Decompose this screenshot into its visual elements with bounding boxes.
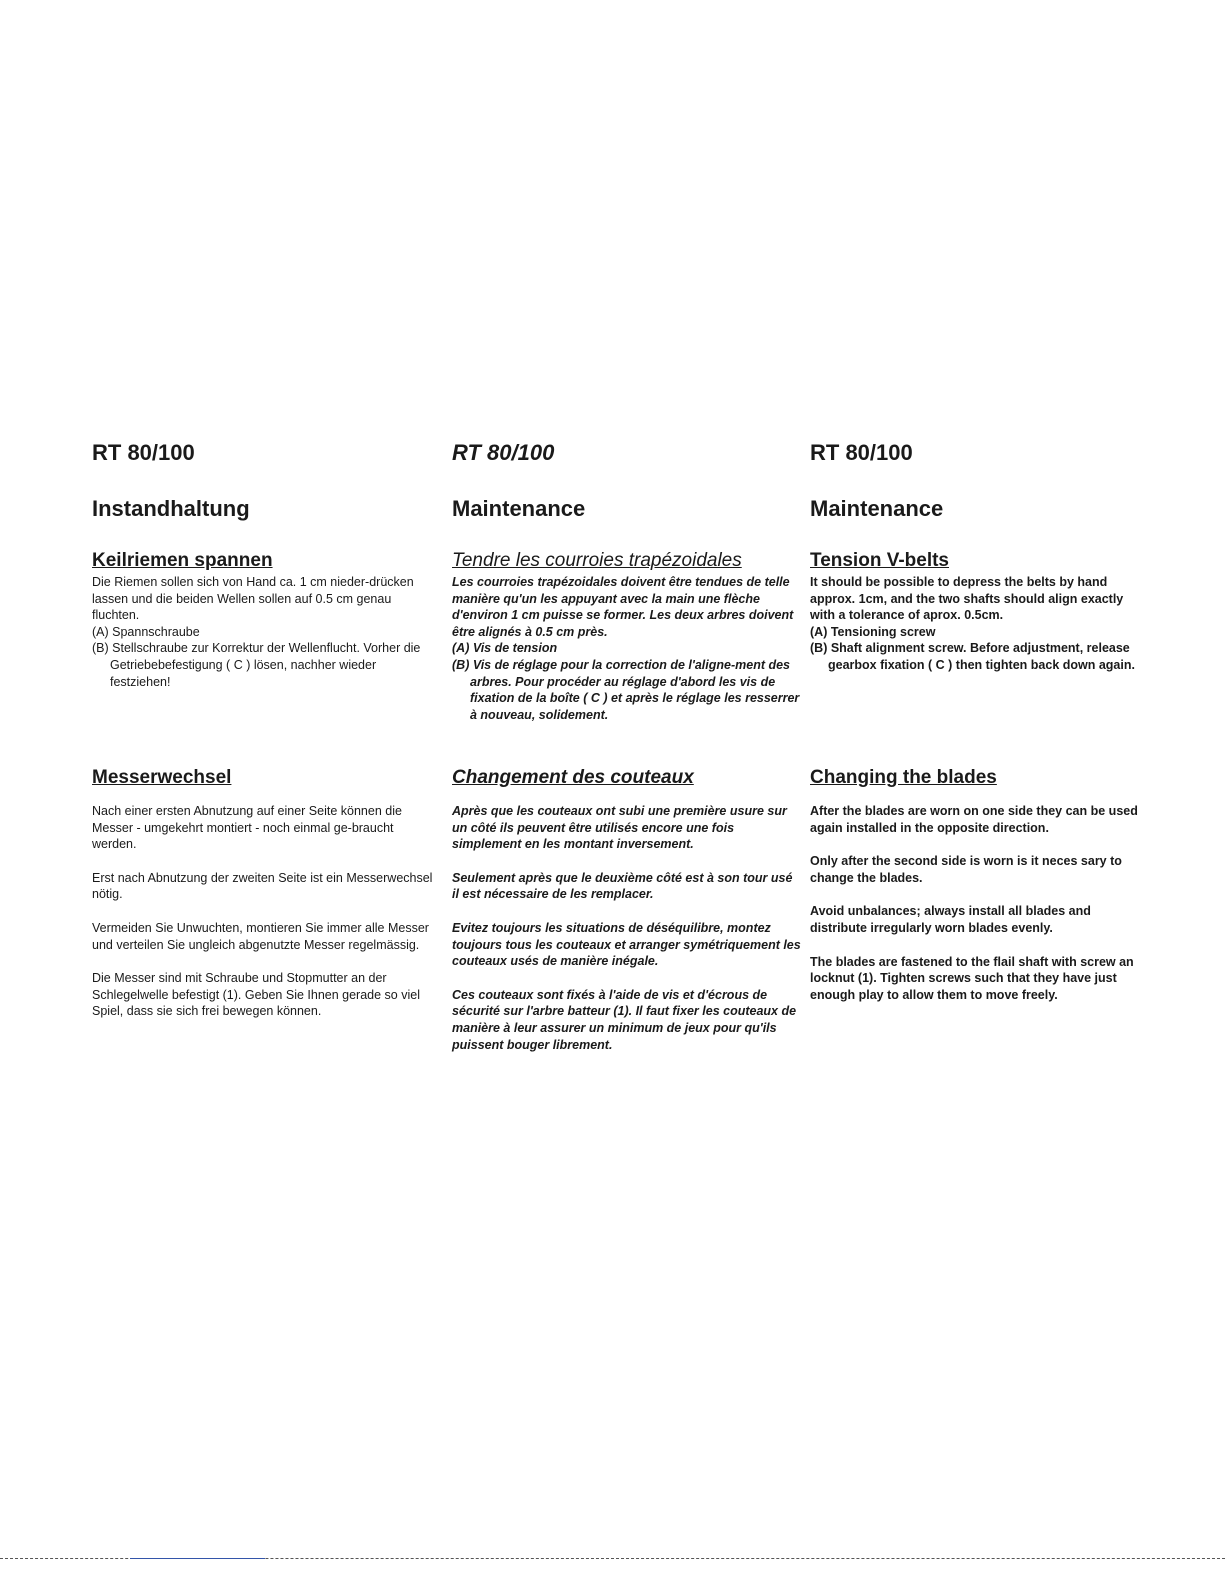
blades-paragraph: Ces couteaux sont fixés à l'aide de vis et d'écrous de sécurité sur l'arbre batteur (1). Il faut fixer les couteaux de manière à leur assurer un minimum de jeux pour qu'ils puissent bouger librement. [452,987,797,1052]
blades-paragraph: The blades are fastened to the flail shaft with screw an locknut (1). Tighten screws such that they have just enough play to allow them to move freely. [810,954,1134,1002]
blades-paragraph: Seulement après que le deuxième côté est à son tour usé il est nécessaire de les remplacer. [452,870,793,902]
belt-item: (A) Spannschraube [92,624,200,639]
section-title: Maintenance [810,496,944,521]
belt-text: It should be possible to depress the belts by hand approx. 1cm, and the two shafts should align exactly with a tolerance of aprox. 0.5cm. [810,575,1124,623]
belt-item: (A) Tensioning screw [810,624,936,639]
belt-items [810,624,1140,674]
blades-heading: Messerwechsel [92,767,232,788]
german-column [92,440,437,1019]
blades-section [452,767,802,1070]
belt-item: (B) Stellschraube zur Korrektur der Wellenflucht. Vorher die Getriebebefestigung ( C ) lösen, nachher wieder festziehen! [92,641,421,689]
blades-paragraph: After the blades are worn on one side they can be used again installed in the opposite direction. [810,804,1138,835]
belt-text: Les courroies trapézoidales doivent être tendues de telle manière qu'un les appuyant avec la main une flèche d'environ 1 cm puisse se former. Les deux arbres doivent être alignés à 0.5 cm près. [452,575,794,639]
blades-heading: Changement des couteaux [452,767,694,788]
belt-item: (A) Vis de tension [452,641,558,656]
belt-section [92,550,437,690]
model-title: RT 80/100 [92,440,195,465]
belt-item: (B) Shaft alignment screw. Before adjustment, release gearbox fixation ( C ) then tighten back down again. [810,641,1135,672]
blades-paragraph: Erst nach Abnutzung der zweiten Seite ist ein Messerwechsel nötig. [92,870,433,902]
belt-heading: Tendre les courroies trapézoidales [452,550,742,571]
belt-heading: Tension V-belts [810,550,950,571]
belt-text: Die Riemen sollen sich von Hand ca. 1 cm nieder-drücken lassen und die beiden Wellen sollen auf 0.5 cm genau fluchten. [92,575,414,623]
section-title: Instandhaltung [92,496,250,521]
blades-paragraph: Avoid unbalances; always install all blades and distribute irregularly worn blades evenly. [810,904,1091,935]
model-title: RT 80/100 [452,440,555,465]
belt-items [92,624,437,690]
blades-paragraph: Die Messer sind mit Schraube und Stopmutter an der Schlegelwelle befestigt (1). Geben Sie Ihnen gerade so viel Spiel, dass sie sich frei bewegen können. [92,971,420,1019]
blades-section [92,767,437,1037]
blades-paragraph: Nach einer ersten Abnutzung auf einer Seite können die Messer - umgekehrt montiert - noch einmal ge-braucht werden. [92,804,402,852]
english-column [810,440,1140,1002]
belt-heading: Keilriemen spannen [92,550,273,571]
belt-item: (B) Vis de réglage pour la correction de l'aligne-ment des arbres. Pour procéder au réglage d'abord les vis de fixation de la boîte ( C ) et après le réglage les resserrer à nouveau, solidement. [452,657,800,722]
french-column [452,440,802,1052]
belt-items [452,640,802,723]
model-title: RT 80/100 [810,440,913,465]
page-bottom-mark [130,1558,265,1559]
blades-paragraph: Evitez toujours les situations de déséquilibre, montez toujours tous les couteaux et arranger symétriquement les couteaux usés de manière inégale. [452,920,801,969]
belt-section [452,550,802,723]
blades-paragraph: Only after the second side is worn is it neces sary to change the blades. [810,854,1122,885]
blades-paragraph: Après que les couteaux ont subi une première usure sur un côté ils peuvent être utilisés encore une fois simplement en les montant inversement. [452,804,787,852]
blades-section [810,767,1140,1020]
section-title: Maintenance [452,496,586,521]
belt-section [810,550,1140,674]
blades-heading: Changing the blades [810,767,997,788]
blades-paragraph: Vermeiden Sie Unwuchten, montieren Sie immer alle Messer und verteilen Sie ungleich abgenutzte Messer regelmässig. [92,920,429,952]
